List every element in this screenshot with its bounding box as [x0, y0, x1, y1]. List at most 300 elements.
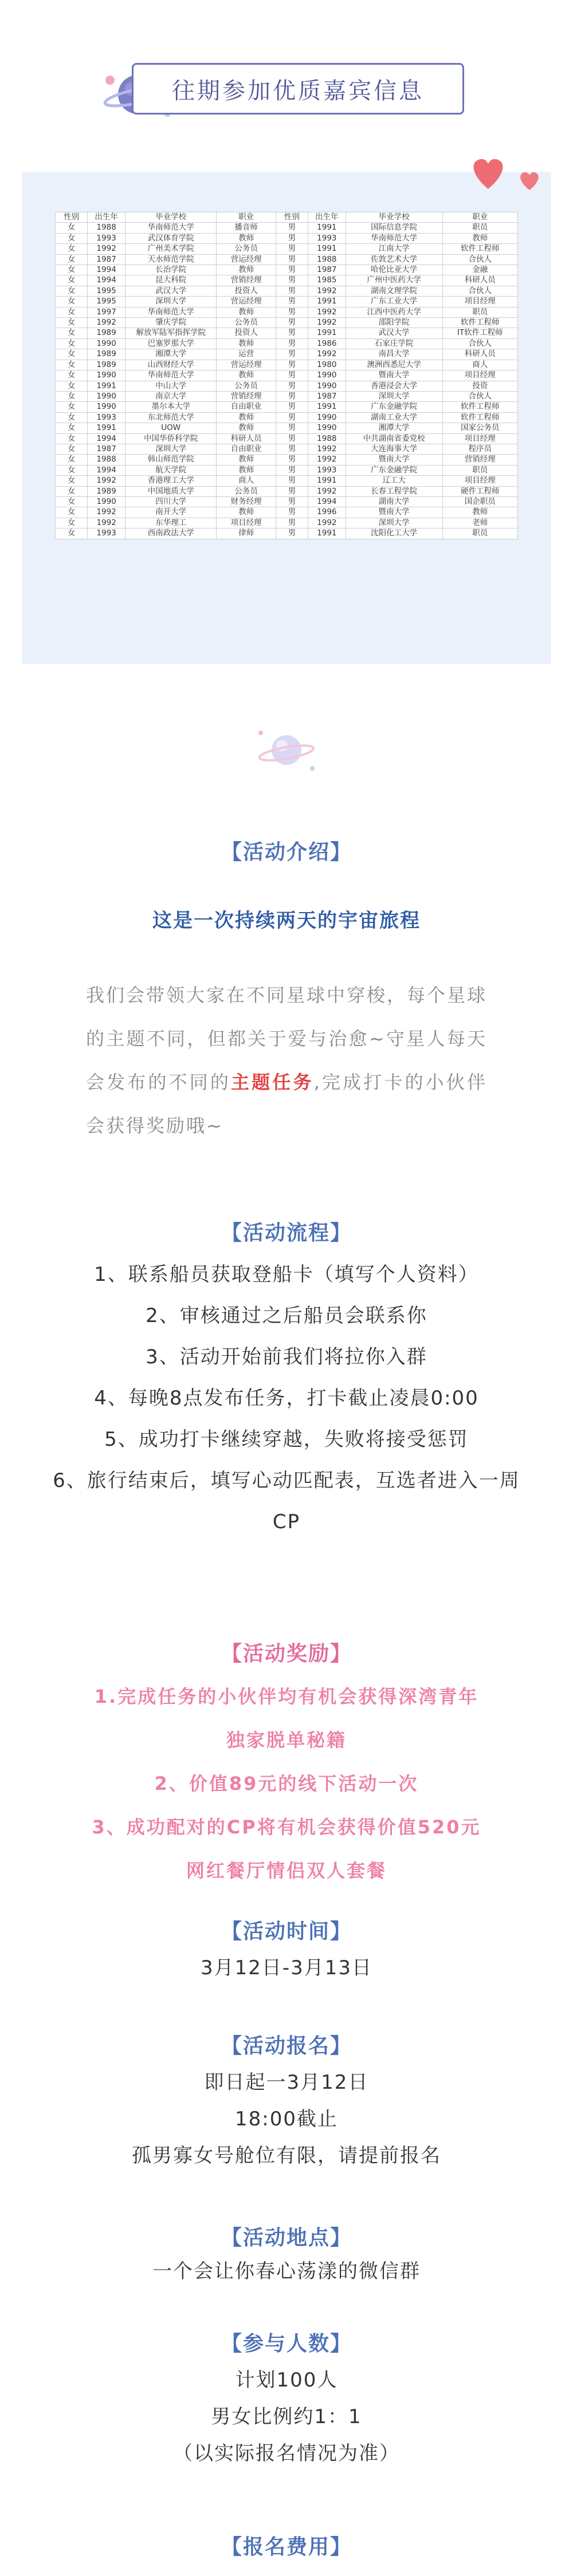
table-cell: 合伙人: [442, 391, 517, 401]
table-cell: 天水师范学院: [125, 254, 217, 265]
table-row: [56, 402, 518, 412]
table-cell: 1992: [308, 444, 346, 454]
table-cell: 肇庆学院: [125, 318, 217, 328]
table-cell: 1989: [88, 360, 125, 370]
header-banner: [132, 63, 464, 115]
table-row: [56, 476, 518, 486]
table-cell: 女: [56, 433, 88, 444]
table-cell: 女: [56, 233, 88, 243]
table-cell: 教师: [217, 465, 276, 475]
table-cell: 1987: [88, 444, 125, 454]
table-cell: 女: [56, 370, 88, 381]
table-row: [56, 360, 518, 370]
table-cell: 女: [56, 496, 88, 507]
table-cell: 中国地质大学: [125, 486, 217, 496]
table-cell: 大连海事大学: [346, 444, 442, 454]
table-row: [56, 455, 518, 465]
table-cell: 佐敦艺术大学: [346, 254, 442, 265]
table-cell: 男: [276, 476, 308, 486]
people-line: 计划100人: [235, 2369, 338, 2392]
table-row: [56, 528, 518, 539]
table-cell: 1994: [88, 465, 125, 475]
table-cell: 昆大科院: [125, 275, 217, 286]
flow-step: 6、旅行结束后，填写心动匹配表，互选者进入一周: [53, 1469, 520, 1492]
table-cell: 男: [276, 412, 308, 423]
table-row: [56, 307, 518, 317]
intro-text: [86, 973, 487, 1147]
table-cell: 男: [276, 486, 308, 496]
table-cell: 1997: [88, 307, 125, 317]
table-cell: 1996: [308, 507, 346, 518]
table-cell: 教师: [217, 455, 276, 465]
table-cell: 1994: [308, 496, 346, 507]
table-row: [56, 465, 518, 475]
table-cell: 长治学院: [125, 265, 217, 275]
table-cell: 女: [56, 265, 88, 275]
table-cell: 教师: [217, 307, 276, 317]
table-cell: 1987: [88, 254, 125, 265]
table-row: [56, 412, 518, 423]
table-row: [56, 297, 518, 307]
table-cell: 男: [276, 223, 308, 233]
table-row: [56, 328, 518, 338]
table-cell: 1992: [308, 349, 346, 360]
table-cell: 教师: [217, 338, 276, 349]
table-row: [56, 433, 518, 444]
table-cell: 男: [276, 318, 308, 328]
table-header-row: [56, 212, 518, 223]
table-cell: 职员: [442, 465, 517, 475]
table-cell: 解放军陆军指挥学院: [125, 328, 217, 338]
table-cell: 女: [56, 381, 88, 391]
table-cell: 1989: [88, 486, 125, 496]
reward-heading: 【活动奖励】: [221, 1642, 352, 1666]
table-header-cell: 性别: [276, 212, 308, 223]
table-cell: 1992: [88, 476, 125, 486]
table-cell: 广东金融学院: [346, 465, 442, 475]
table-cell: 女: [56, 518, 88, 528]
table-cell: 软件工程师: [442, 244, 517, 254]
table-cell: 南昌大学: [346, 349, 442, 360]
table-cell: 国际信息学院: [346, 223, 442, 233]
table-cell: 1993: [308, 465, 346, 475]
table-cell: 公务员: [217, 486, 276, 496]
table-cell: 东北师范大学: [125, 412, 217, 423]
table-cell: 墨尔本大学: [125, 402, 217, 412]
table-cell: 华南师范大学: [346, 233, 442, 243]
table-cell: 男: [276, 328, 308, 338]
table-cell: 项目经理: [442, 297, 517, 307]
table-cell: 营销经理: [442, 455, 517, 465]
table-cell: 巴塞罗那大学: [125, 338, 217, 349]
table-header-cell: 毕业学校: [125, 212, 217, 223]
table-row: [56, 254, 518, 265]
table-cell: 广州中医药大学: [346, 275, 442, 286]
table-row: [56, 286, 518, 296]
flow-step: 2、审核通过之后船员会联系你: [146, 1304, 427, 1327]
table-cell: 合伙人: [442, 338, 517, 349]
guest-table-panel: [22, 172, 551, 664]
table-cell: 男: [276, 244, 308, 254]
table-cell: 女: [56, 455, 88, 465]
table-cell: 公务员: [217, 318, 276, 328]
table-cell: UOW: [125, 423, 217, 433]
table-cell: 1990: [88, 391, 125, 401]
table-row: [56, 338, 518, 349]
table-cell: 女: [56, 286, 88, 296]
table-cell: 女: [56, 412, 88, 423]
table-header-cell: 性别: [56, 212, 88, 223]
table-cell: 辽工大: [346, 476, 442, 486]
table-cell: 江南大学: [346, 244, 442, 254]
table-cell: 武汉体育学院: [125, 233, 217, 243]
table-cell: 1991: [308, 328, 346, 338]
table-cell: 暨南大学: [346, 370, 442, 381]
table-row: [56, 507, 518, 518]
table-row: [56, 244, 518, 254]
reward-line: 2、价值89元的线下活动一次: [154, 1773, 419, 1794]
table-cell: 1994: [88, 433, 125, 444]
location-value: 一个会让你春心荡漾的微信群: [152, 2260, 421, 2283]
table-cell: 男: [276, 381, 308, 391]
table-cell: 1987: [308, 265, 346, 275]
table-cell: 1990: [88, 370, 125, 381]
table-cell: 男: [276, 265, 308, 275]
table-cell: 1990: [88, 402, 125, 412]
table-cell: 广东金融学院: [346, 402, 442, 412]
table-cell: 商人: [217, 476, 276, 486]
table-cell: 1993: [88, 233, 125, 243]
table-cell: 科研人员: [217, 433, 276, 444]
table-cell: 女: [56, 275, 88, 286]
people-line: 男女比例约1：1: [211, 2405, 362, 2428]
table-cell: 1988: [88, 223, 125, 233]
table-cell: 华南师范大学: [125, 370, 217, 381]
table-cell: 软件工程师: [442, 318, 517, 328]
page-title: 往期参加优质嘉宾信息: [172, 77, 424, 104]
table-cell: 软件工程师: [442, 402, 517, 412]
table-cell: 项目经理: [442, 476, 517, 486]
table-cell: 湖南工业大学: [346, 412, 442, 423]
flow-step: 4、每晚8点发布任务，打卡截止凌晨0:00: [94, 1387, 479, 1410]
table-cell: 职员: [442, 223, 517, 233]
table-cell: 自由职业: [217, 402, 276, 412]
flow-step: 3、活动开始前我们将拉你入群: [146, 1346, 427, 1368]
table-cell: 西南政法大学: [125, 528, 217, 539]
table-cell: 武汉大学: [346, 328, 442, 338]
reward-line: 1.完成任务的小伙伴均有机会获得深湾青年: [94, 1686, 479, 1707]
table-cell: 1988: [308, 254, 346, 265]
table-cell: 澳洲西悉尼大学: [346, 360, 442, 370]
signup-line: 即日起一3月12日: [204, 2071, 369, 2094]
table-cell: IT软件工程师: [442, 328, 517, 338]
table-cell: 商人: [442, 360, 517, 370]
table-cell: 广州美术学院: [125, 244, 217, 254]
people-lines: [0, 2362, 573, 2472]
table-cell: 女: [56, 476, 88, 486]
table-cell: 公务员: [217, 381, 276, 391]
table-cell: 女: [56, 507, 88, 518]
people-line: （以实际报名情况为准）: [173, 2442, 400, 2465]
table-cell: 女: [56, 223, 88, 233]
table-cell: 项目经理: [217, 518, 276, 528]
table-cell: 深圳大学: [346, 391, 442, 401]
table-cell: 石家庄学院: [346, 338, 442, 349]
table-cell: 湖南大学: [346, 496, 442, 507]
table-cell: 华南师范大学: [125, 223, 217, 233]
table-cell: 1992: [88, 518, 125, 528]
intro-heading: 【活动介绍】: [221, 841, 352, 864]
table-cell: 广东工业大学: [346, 297, 442, 307]
table-header-cell: 毕业学校: [346, 212, 442, 223]
table-cell: 1990: [88, 338, 125, 349]
table-cell: 男: [276, 370, 308, 381]
table-cell: 1992: [308, 518, 346, 528]
table-cell: 男: [276, 496, 308, 507]
table-cell: 深圳大学: [346, 518, 442, 528]
signup-line: 18:00截止: [235, 2108, 338, 2131]
table-cell: 女: [56, 465, 88, 475]
table-cell: 1989: [88, 328, 125, 338]
table-cell: 老师: [442, 518, 517, 528]
table-header-cell: 出生年: [308, 212, 346, 223]
table-row: [56, 233, 518, 243]
table-cell: 暨南大学: [346, 507, 442, 518]
table-cell: 南京大学: [125, 391, 217, 401]
flow-step: 1、联系船员获取登船卡（填写个人资料）: [94, 1263, 479, 1286]
table-cell: 香港理工大学: [125, 476, 217, 486]
table-cell: 1992: [308, 318, 346, 328]
table-cell: 女: [56, 244, 88, 254]
table-row: [56, 318, 518, 328]
table-cell: 1988: [308, 433, 346, 444]
table-cell: 教师: [442, 507, 517, 518]
guest-table: [55, 212, 518, 539]
table-cell: 1991: [308, 528, 346, 539]
table-row: [56, 223, 518, 233]
time-value: 3月12日-3月13日: [200, 1956, 373, 1979]
table-row: [56, 496, 518, 507]
table-cell: 营运经理: [217, 254, 276, 265]
table-cell: 香港浸会大学: [346, 381, 442, 391]
table-cell: 男: [276, 402, 308, 412]
table-cell: 韩山师范学院: [125, 455, 217, 465]
table-cell: 1992: [88, 318, 125, 328]
table-cell: 1990: [308, 370, 346, 381]
table-cell: 1986: [308, 338, 346, 349]
planet-decoration-icon: [252, 721, 321, 779]
table-cell: 1985: [308, 275, 346, 286]
table-cell: 金融: [442, 265, 517, 275]
table-cell: 女: [56, 318, 88, 328]
intro-text-after: ,完成打卡的小伙伴会获得奖励哦~: [86, 1071, 487, 1137]
table-header-cell: 职业: [217, 212, 276, 223]
table-cell: 营销经理: [217, 275, 276, 286]
reward-line: 独家脱单秘籍: [226, 1729, 347, 1751]
table-cell: 投资人: [217, 286, 276, 296]
table-cell: 四川大学: [125, 496, 217, 507]
table-cell: 男: [276, 444, 308, 454]
location-heading: 【活动地点】: [221, 2226, 352, 2250]
table-cell: 合伙人: [442, 286, 517, 296]
table-cell: 营销经理: [217, 391, 276, 401]
table-cell: 教师: [217, 265, 276, 275]
table-cell: 男: [276, 528, 308, 539]
table-cell: 女: [56, 423, 88, 433]
table-cell: 男: [276, 465, 308, 475]
table-row: [56, 486, 518, 496]
table-cell: 教师: [217, 370, 276, 381]
table-cell: 中山大学: [125, 381, 217, 391]
table-cell: 女: [56, 360, 88, 370]
signup-heading: 【活动报名】: [221, 2034, 352, 2058]
flow-heading: 【活动流程】: [221, 1221, 352, 1245]
table-cell: 男: [276, 518, 308, 528]
table-cell: 南开大学: [125, 507, 217, 518]
table-cell: 湘潭大学: [125, 349, 217, 360]
table-cell: 国家公务员: [442, 423, 517, 433]
table-cell: 播音师: [217, 223, 276, 233]
flow-step: 5、成功打卡继续穿越，失败将接受惩罚: [104, 1428, 469, 1451]
table-row: [56, 391, 518, 401]
table-cell: 男: [276, 507, 308, 518]
time-heading: 【活动时间】: [221, 1920, 352, 1943]
table-cell: 1992: [308, 286, 346, 296]
table-cell: 男: [276, 360, 308, 370]
table-cell: 航天学院: [125, 465, 217, 475]
table-header-cell: 出生年: [88, 212, 125, 223]
table-cell: 1990: [308, 423, 346, 433]
table-cell: 女: [56, 402, 88, 412]
table-cell: 自由职业: [217, 444, 276, 454]
table-row: [56, 370, 518, 381]
table-header-cell: 职业: [442, 212, 517, 223]
reward-line: 网红餐厅情侣双人套餐: [186, 1860, 387, 1881]
table-cell: 1990: [308, 381, 346, 391]
table-cell: 财务经理: [217, 496, 276, 507]
table-cell: 项目经理: [442, 370, 517, 381]
table-cell: 女: [56, 528, 88, 539]
table-cell: 教师: [442, 233, 517, 243]
table-cell: 男: [276, 275, 308, 286]
table-cell: 1995: [88, 297, 125, 307]
table-cell: 华南师范大学: [125, 307, 217, 317]
table-cell: 男: [276, 233, 308, 243]
table-cell: 深圳大学: [125, 444, 217, 454]
table-row: [56, 423, 518, 433]
table-cell: 男: [276, 297, 308, 307]
flow-step: CP: [272, 1510, 301, 1533]
table-cell: 女: [56, 328, 88, 338]
table-cell: 男: [276, 307, 308, 317]
table-cell: 科研人员: [442, 349, 517, 360]
people-heading: 【参与人数】: [221, 2332, 352, 2356]
table-cell: 东华理工: [125, 518, 217, 528]
table-cell: 女: [56, 444, 88, 454]
table-cell: 教师: [217, 507, 276, 518]
table-cell: 1980: [308, 360, 346, 370]
table-cell: 女: [56, 254, 88, 265]
table-cell: 哈伦比亚大学: [346, 265, 442, 275]
table-cell: 深圳大学: [125, 297, 217, 307]
table-cell: 湖南文理学院: [346, 286, 442, 296]
table-cell: 1991: [308, 476, 346, 486]
table-cell: 1994: [88, 265, 125, 275]
table-cell: 1987: [308, 391, 346, 401]
table-cell: 营运经理: [217, 297, 276, 307]
table-cell: 男: [276, 286, 308, 296]
table-cell: 男: [276, 433, 308, 444]
table-cell: 公务员: [217, 244, 276, 254]
intro-highlight: 主题任务: [231, 1071, 314, 1093]
table-cell: 项目经理: [442, 433, 517, 444]
table-cell: 投资: [442, 381, 517, 391]
table-cell: 运营: [217, 349, 276, 360]
reward-lines: [0, 1675, 573, 1892]
table-cell: 国企职员: [442, 496, 517, 507]
table-cell: 1993: [88, 528, 125, 539]
table-cell: 1992: [308, 455, 346, 465]
flow-steps: [0, 1254, 573, 1543]
table-cell: 程序员: [442, 444, 517, 454]
table-row: [56, 275, 518, 286]
table-row: [56, 349, 518, 360]
table-cell: 1991: [88, 423, 125, 433]
table-cell: 1992: [308, 486, 346, 496]
table-cell: 职员: [442, 528, 517, 539]
table-cell: 女: [56, 349, 88, 360]
table-cell: 教师: [217, 412, 276, 423]
table-cell: 女: [56, 307, 88, 317]
table-cell: 硬件工程师: [442, 486, 517, 496]
table-cell: 湘潭大学: [346, 423, 442, 433]
table-cell: 中共湖南省委党校: [346, 433, 442, 444]
table-cell: 科研人员: [442, 275, 517, 286]
intro-text-before: 我们会带领大家在不同星球中穿梭，每个星球的主题不同，但都关于爱与治愈~守星人每天会发布的不同的: [86, 984, 488, 1093]
table-row: [56, 381, 518, 391]
table-cell: 职员: [442, 307, 517, 317]
table-cell: 律师: [217, 528, 276, 539]
table-row: [56, 444, 518, 454]
table-cell: 软件工程师: [442, 412, 517, 423]
table-cell: 教师: [217, 423, 276, 433]
table-cell: 长春工程学院: [346, 486, 442, 496]
table-cell: 暨南大学: [346, 455, 442, 465]
table-cell: 1995: [88, 286, 125, 296]
table-cell: 中国华侨科学院: [125, 433, 217, 444]
table-cell: 教师: [217, 233, 276, 243]
reward-line: 3、成功配对的CP将有机会获得价值520元: [92, 1816, 481, 1838]
table-cell: 女: [56, 338, 88, 349]
table-cell: 1990: [88, 496, 125, 507]
table-cell: 1989: [88, 349, 125, 360]
table-cell: 1991: [88, 381, 125, 391]
table-cell: 沈阳化工大学: [346, 528, 442, 539]
signup-line: 孤男寡女号舱位有限，请提前报名: [132, 2144, 441, 2167]
signup-lines: [0, 2064, 573, 2174]
table-cell: 投资人: [217, 328, 276, 338]
table-cell: 男: [276, 455, 308, 465]
table-cell: 邵阳学院: [346, 318, 442, 328]
table-cell: 武汉大学: [125, 286, 217, 296]
table-cell: 1991: [308, 223, 346, 233]
table-cell: 1994: [88, 275, 125, 286]
table-row: [56, 265, 518, 275]
table-cell: 男: [276, 349, 308, 360]
table-cell: 女: [56, 391, 88, 401]
hearts-icon: [465, 149, 545, 195]
table-cell: 男: [276, 254, 308, 265]
